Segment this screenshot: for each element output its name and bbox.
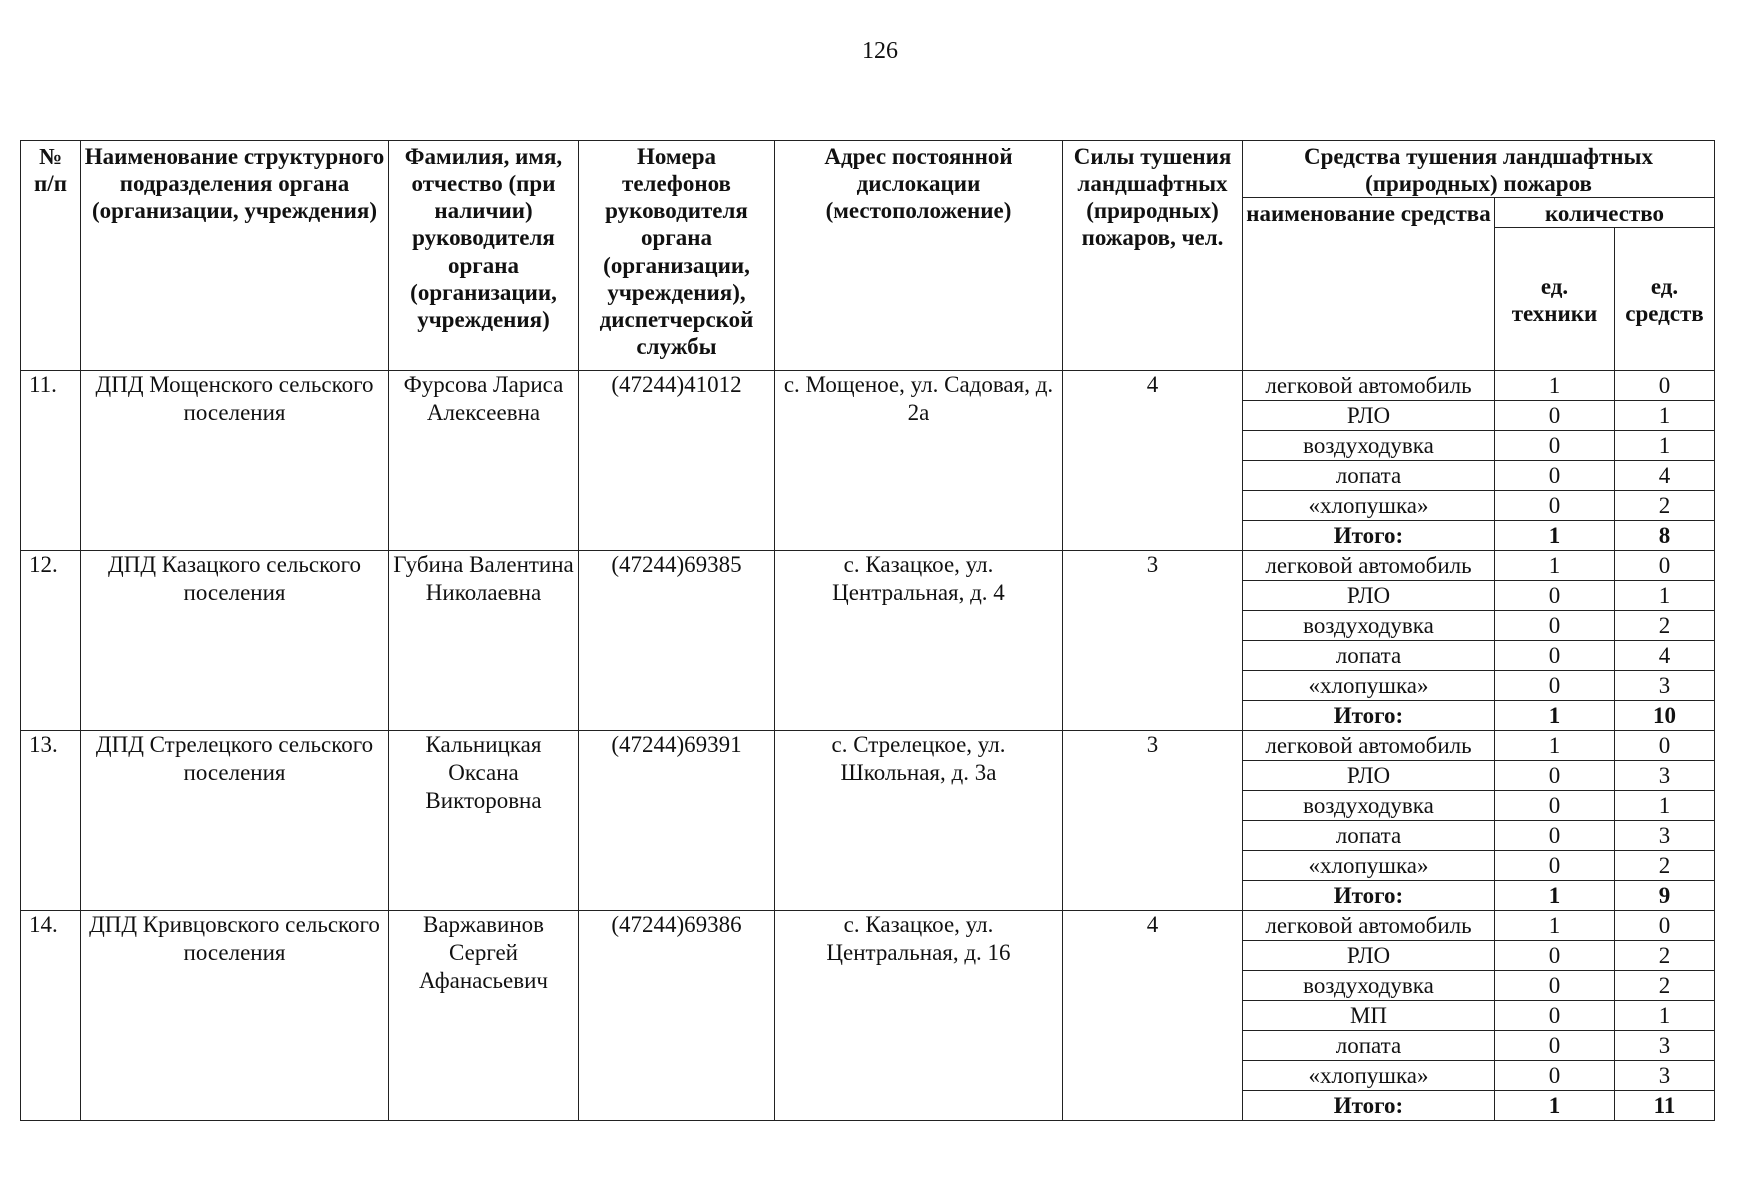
head-name: Варжавинов Сергей Афанасьевич	[389, 911, 579, 1121]
phone-number: (47244)69386	[579, 911, 775, 1121]
header-units-means: ед. средств	[1615, 228, 1715, 371]
table-row	[21, 371, 1715, 401]
units-tech-value: 0	[1495, 941, 1615, 971]
means-name: воздуходувка	[1243, 791, 1495, 821]
table-row	[21, 911, 1715, 941]
means-name: легковой автомобиль	[1243, 551, 1495, 581]
header-units-tech: ед. техники	[1495, 228, 1615, 371]
units-means-value: 2	[1615, 851, 1715, 881]
units-means-value: 2	[1615, 611, 1715, 641]
total-label: Итого:	[1243, 701, 1495, 731]
address: с. Казацкое, ул. Центральная, д. 4	[775, 551, 1063, 731]
total-tech: 1	[1495, 521, 1615, 551]
units-tech-value: 0	[1495, 791, 1615, 821]
means-name: «хлопушка»	[1243, 851, 1495, 881]
means-name: воздуходувка	[1243, 611, 1495, 641]
forces-count: 3	[1063, 551, 1243, 731]
total-label: Итого:	[1243, 881, 1495, 911]
head-name: Кальницкая Оксана Викторовна	[389, 731, 579, 911]
units-means-value: 0	[1615, 551, 1715, 581]
units-tech-value: 0	[1495, 761, 1615, 791]
means-name: «хлопушка»	[1243, 491, 1495, 521]
means-name: легковой автомобиль	[1243, 371, 1495, 401]
units-means-value: 3	[1615, 1061, 1715, 1091]
units-means-value: 0	[1615, 371, 1715, 401]
address: с. Стрелецкое, ул. Школьная, д. 3а	[775, 731, 1063, 911]
row-number: 12.	[21, 551, 81, 731]
means-name: легковой автомобиль	[1243, 911, 1495, 941]
units-tech-value: 1	[1495, 551, 1615, 581]
units-means-value: 0	[1615, 731, 1715, 761]
forces-count: 3	[1063, 731, 1243, 911]
forces-count: 4	[1063, 911, 1243, 1121]
unit-name: ДПД Стрелецкого сельского поселения	[81, 731, 389, 911]
head-name: Губина Валентина Николаевна	[389, 551, 579, 731]
total-means: 9	[1615, 881, 1715, 911]
units-means-value: 2	[1615, 941, 1715, 971]
row-number: 14.	[21, 911, 81, 1121]
units-means-value: 1	[1615, 1001, 1715, 1031]
address: с. Мощеное, ул. Садовая, д. 2а	[775, 371, 1063, 551]
units-means-value: 1	[1615, 431, 1715, 461]
units-tech-value: 0	[1495, 641, 1615, 671]
address: с. Казацкое, ул. Центральная, д. 16	[775, 911, 1063, 1121]
units-means-value: 1	[1615, 401, 1715, 431]
units-tech-value: 0	[1495, 971, 1615, 1001]
units-means-value: 3	[1615, 671, 1715, 701]
units-tech-value: 0	[1495, 821, 1615, 851]
table-row	[21, 731, 1715, 761]
header-phones: Номера телефонов руководителя органа (организации, учреждения), диспетчерской службы	[579, 141, 775, 371]
means-name: МП	[1243, 1001, 1495, 1031]
total-label: Итого:	[1243, 1091, 1495, 1121]
units-tech-value: 0	[1495, 581, 1615, 611]
unit-name: ДПД Мощенского сельского поселения	[81, 371, 389, 551]
header-quantity: количество	[1495, 198, 1715, 228]
units-tech-value: 0	[1495, 851, 1615, 881]
table-header	[21, 141, 1715, 371]
total-label: Итого:	[1243, 521, 1495, 551]
row-number: 11.	[21, 371, 81, 551]
total-tech: 1	[1495, 1091, 1615, 1121]
table-row	[21, 551, 1715, 581]
units-tech-value: 0	[1495, 401, 1615, 431]
head-name: Фурсова Лариса Алексеевна	[389, 371, 579, 551]
means-name: воздуходувка	[1243, 431, 1495, 461]
forces-count: 4	[1063, 371, 1243, 551]
units-tech-value: 0	[1495, 491, 1615, 521]
means-name: «хлопушка»	[1243, 671, 1495, 701]
units-tech-value: 0	[1495, 1061, 1615, 1091]
means-name: «хлопушка»	[1243, 1061, 1495, 1091]
units-means-value: 3	[1615, 821, 1715, 851]
header-forces: Силы тушения ландшафтных (природных) пожаров, чел.	[1063, 141, 1243, 371]
units-means-value: 4	[1615, 641, 1715, 671]
units-means-value: 1	[1615, 581, 1715, 611]
units-tech-value: 0	[1495, 671, 1615, 701]
unit-name: ДПД Кривцовского сельского поселения	[81, 911, 389, 1121]
header-number: № п/п	[21, 141, 81, 371]
phone-number: (47244)41012	[579, 371, 775, 551]
means-name: РЛО	[1243, 941, 1495, 971]
unit-name: ДПД Казацкого сельского поселения	[81, 551, 389, 731]
units-means-value: 2	[1615, 491, 1715, 521]
means-name: легковой автомобиль	[1243, 731, 1495, 761]
fire-forces-table	[20, 140, 1715, 1121]
means-name: РЛО	[1243, 401, 1495, 431]
header-head: Фамилия, имя, отчество (при наличии) руководителя органа (организации, учреждения)	[389, 141, 579, 371]
means-name: РЛО	[1243, 761, 1495, 791]
header-means: Средства тушения ландшафтных (природных) пожаров	[1243, 141, 1715, 198]
means-name: лопата	[1243, 821, 1495, 851]
phone-number: (47244)69385	[579, 551, 775, 731]
units-tech-value: 1	[1495, 911, 1615, 941]
table-body	[21, 371, 1715, 1121]
units-tech-value: 1	[1495, 731, 1615, 761]
means-name: лопата	[1243, 641, 1495, 671]
header-address: Адрес постоянной дислокации (местоположение)	[775, 141, 1063, 371]
units-means-value: 3	[1615, 761, 1715, 791]
units-tech-value: 0	[1495, 431, 1615, 461]
total-means: 10	[1615, 701, 1715, 731]
units-tech-value: 0	[1495, 1001, 1615, 1031]
units-tech-value: 1	[1495, 371, 1615, 401]
phone-number: (47244)69391	[579, 731, 775, 911]
total-tech: 1	[1495, 881, 1615, 911]
units-tech-value: 0	[1495, 461, 1615, 491]
means-name: лопата	[1243, 461, 1495, 491]
means-name: лопата	[1243, 1031, 1495, 1061]
means-name: воздуходувка	[1243, 971, 1495, 1001]
units-means-value: 0	[1615, 911, 1715, 941]
units-means-value: 2	[1615, 971, 1715, 1001]
units-tech-value: 0	[1495, 611, 1615, 641]
total-tech: 1	[1495, 701, 1615, 731]
total-means: 8	[1615, 521, 1715, 551]
row-number: 13.	[21, 731, 81, 911]
header-unit: Наименование структурного подразделения органа (организации, учреждения)	[81, 141, 389, 371]
units-tech-value: 0	[1495, 1031, 1615, 1061]
units-means-value: 1	[1615, 791, 1715, 821]
header-means-name: наименование средства	[1243, 198, 1495, 371]
total-means: 11	[1615, 1091, 1715, 1121]
page-number: 126	[862, 38, 898, 64]
units-means-value: 4	[1615, 461, 1715, 491]
units-means-value: 3	[1615, 1031, 1715, 1061]
means-name: РЛО	[1243, 581, 1495, 611]
